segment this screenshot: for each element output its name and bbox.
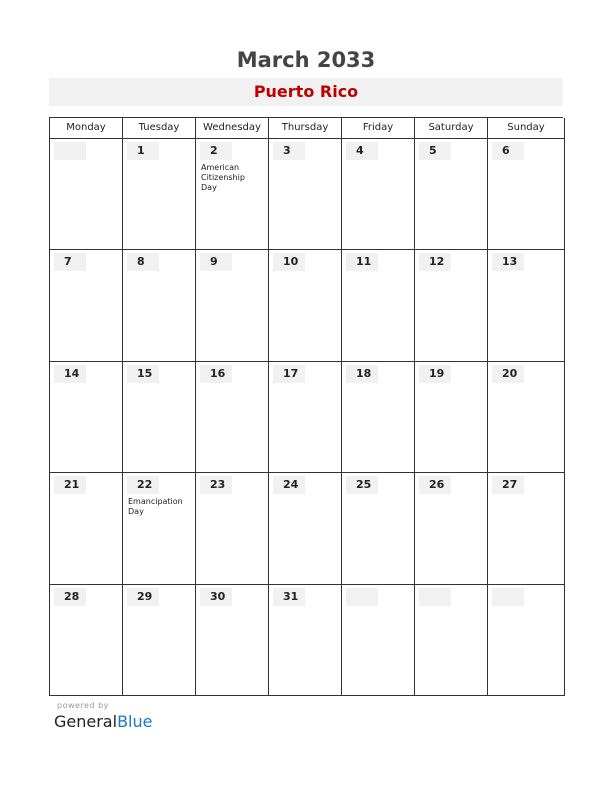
weekday-friday: Friday [342,118,415,139]
day-cell-5[interactable] [415,139,488,250]
day-number: 7 [54,253,86,271]
day-cell-24[interactable] [269,473,342,584]
generalblue-logo[interactable] [54,712,152,731]
day-number: 28 [54,588,86,606]
day-cell-4[interactable] [342,139,415,250]
day-number: 16 [200,365,232,383]
week-row [50,473,563,584]
day-number [419,588,451,606]
weekday-thursday: Thursday [269,118,342,139]
day-cell-15[interactable] [123,362,196,473]
day-number: 18 [346,365,378,383]
day-cell-28[interactable] [50,585,123,696]
day-cell-17[interactable] [269,362,342,473]
day-cell-14[interactable] [50,362,123,473]
day-number: 24 [273,476,305,494]
day-cell-19[interactable] [415,362,488,473]
day-number [492,588,524,606]
weekday-tuesday: Tuesday [123,118,196,139]
page-title: March 2033 [236,48,376,72]
day-number: 13 [492,253,524,271]
day-number: 3 [273,142,305,160]
day-number: 17 [273,365,305,383]
day-cell-empty[interactable] [50,139,123,250]
day-cell-3[interactable] [269,139,342,250]
week-row [50,585,563,696]
powered-by-label: powered by [57,701,109,710]
day-number: 11 [346,253,378,271]
day-cell-12[interactable] [415,250,488,361]
day-cell-empty[interactable] [488,585,565,696]
holiday-label: Emancipation Day [128,497,183,517]
day-number: 10 [273,253,305,271]
weekday-sunday: Sunday [488,118,565,139]
day-number: 21 [54,476,86,494]
day-number: 26 [419,476,451,494]
day-cell-25[interactable] [342,473,415,584]
day-number: 20 [492,365,524,383]
day-cell-11[interactable] [342,250,415,361]
day-number: 4 [346,142,378,160]
weekday-monday: Monday [50,118,123,139]
day-cell-2[interactable] [196,139,269,250]
day-cell-empty[interactable] [415,585,488,696]
day-number: 5 [419,142,451,160]
day-number: 14 [54,365,86,383]
brand-general: General [54,712,118,731]
week-row [50,139,563,250]
weekday-saturday: Saturday [415,118,488,139]
day-cell-26[interactable] [415,473,488,584]
day-cell-27[interactable] [488,473,565,584]
day-number: 12 [419,253,451,271]
day-cell-20[interactable] [488,362,565,473]
brand-blue: Blue [117,712,153,731]
day-cell-22[interactable] [123,473,196,584]
day-number: 29 [127,588,159,606]
weekday-header-row [50,118,563,139]
day-cell-8[interactable] [123,250,196,361]
day-cell-9[interactable] [196,250,269,361]
day-cell-1[interactable] [123,139,196,250]
day-cell-30[interactable] [196,585,269,696]
day-number: 8 [127,253,159,271]
day-cell-13[interactable] [488,250,565,361]
day-cell-21[interactable] [50,473,123,584]
day-cell-empty[interactable] [342,585,415,696]
day-number: 23 [200,476,232,494]
calendar-weeks [50,139,563,696]
week-row [50,362,563,473]
day-cell-16[interactable] [196,362,269,473]
weekday-wednesday: Wednesday [196,118,269,139]
day-number: 27 [492,476,524,494]
day-number: 6 [492,142,524,160]
day-cell-29[interactable] [123,585,196,696]
day-number: 1 [127,142,159,160]
day-cell-10[interactable] [269,250,342,361]
day-cell-23[interactable] [196,473,269,584]
week-row [50,250,563,361]
day-number: 22 [127,476,159,494]
calendar-grid [49,117,563,696]
region-banner [49,78,563,106]
day-cell-6[interactable] [488,139,565,250]
day-cell-31[interactable] [269,585,342,696]
day-number: 19 [419,365,451,383]
day-number: 15 [127,365,159,383]
region-name: Puerto Rico [253,82,359,101]
day-number: 31 [273,588,305,606]
day-number: 2 [200,142,232,160]
day-cell-18[interactable] [342,362,415,473]
holiday-label: American Citizenship Day [201,163,245,192]
day-number: 9 [200,253,232,271]
day-cell-7[interactable] [50,250,123,361]
day-number [54,142,86,160]
day-number: 30 [200,588,232,606]
day-number [346,588,378,606]
day-number: 25 [346,476,378,494]
